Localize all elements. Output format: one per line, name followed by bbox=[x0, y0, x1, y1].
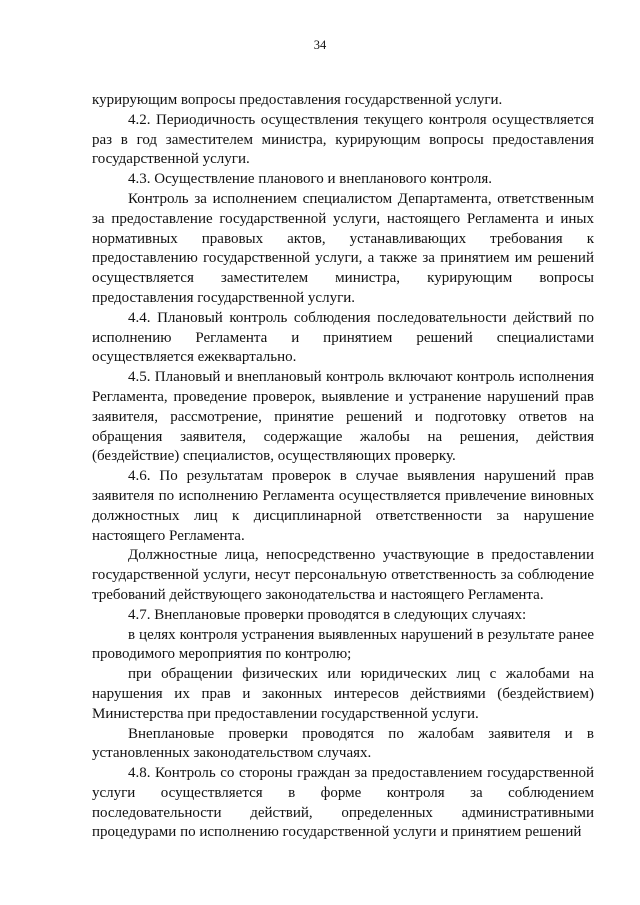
paragraph-13: 4.8. Контроль со стороны граждан за предоставлением государственной услуги осуществляется в форме контроля за соблюдением последовательности действий, определенных административными процедурами по исполнению государственной услуги и принятием решений bbox=[92, 765, 594, 841]
paragraph-11: при обращении физических или юридических лиц с жалобами на нарушения их прав и законных интересов действиями (бездействием) Министерства при предоставлении государственной услуги. bbox=[92, 666, 594, 722]
document-body bbox=[92, 91, 594, 843]
page-number: 34 bbox=[313, 38, 327, 52]
paragraph-5: 4.4. Плановый контроль соблюдения последовательности действий по исполнению Регламента и принятием решений специалистами осуществляется ежеквартально. bbox=[92, 309, 594, 366]
paragraph-4: Контроль за исполнением специалистом Департамента, ответственным за предоставление государственной услуги, настоящего Регламента и иных нормативных правовых актов, устанавливающих требования к предоставлению государственной услуги, а также за принятием им решений осуществляется заместителем министра, курирующим вопросы предоставления государственной услуги. bbox=[92, 190, 594, 306]
paragraph-12: Внеплановые проверки проводятся по жалобам заявителя и в установленных законодательством случаях. bbox=[92, 725, 594, 762]
paragraph-3: 4.3. Осуществление планового и внепланового контроля. bbox=[128, 171, 493, 188]
paragraph-7: 4.6. По результатам проверок в случае выявления нарушений прав заявителя по исполнению Регламента осуществляется привлечение виновных должностных лиц к дисциплинарной ответственности за нарушение настоящего Регламента. bbox=[92, 468, 594, 544]
paragraph-9: 4.7. Внеплановые проверки проводятся в следующих случаях: bbox=[128, 606, 527, 623]
paragraph-2: 4.2. Периодичность осуществления текущего контроля осуществляется раз в год заместителем министра, курирующим вопросы предоставления государственной услуги. bbox=[92, 111, 594, 168]
paragraph-8: Должностные лица, непосредственно участвующие в предоставлении государственной услуги, несут персональную ответственность за соблюдение требований действующего законодательства и настоящего Регламента. bbox=[92, 547, 594, 603]
paragraph-1: курирующим вопросы предоставления государственной услуги. bbox=[92, 92, 503, 108]
paragraph-10: в целях контроля устранения выявленных нарушений в результате ранее проводимого мероприятия по контролю; bbox=[92, 626, 594, 663]
paragraph-6: 4.5. Плановый и внеплановый контроль включают контроль исполнения Регламента, проведение проверок, выявление и устранение нарушений прав заявителя, рассмотрение, принятие решений и подготовку ответов на обращения заявителя, содержащие жалобы на решения, действия (бездействие) специалистов, осуществляющих проверку. bbox=[92, 369, 594, 465]
